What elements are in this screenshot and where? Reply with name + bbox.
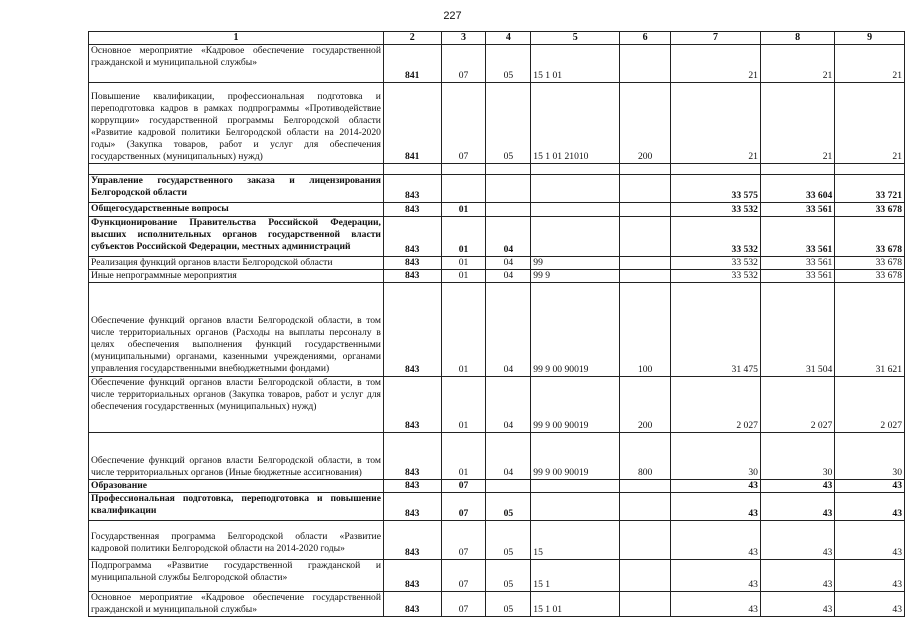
cell-subsection <box>486 203 531 217</box>
cell-amount-year3: 33 721 <box>835 175 905 203</box>
cell-section: 01 <box>441 433 486 480</box>
row-description: Иные непрограммные мероприятия <box>89 270 384 283</box>
cell-ministry: 843 <box>383 217 441 257</box>
header-cell: 7 <box>671 32 761 45</box>
cell-amount-year1: 33 532 <box>671 217 761 257</box>
row-description: Подпрограмма «Развитие государственной гражданской и муниципальной службы Белгородской области» <box>89 560 384 592</box>
cell-amount-year1: 33 575 <box>671 175 761 203</box>
cell-ministry: 843 <box>383 283 441 377</box>
row-description: Управление государственного заказа и лицензирования Белгородской области <box>89 175 384 203</box>
cell-subsection: 05 <box>486 493 531 521</box>
cell-ministry: 843 <box>383 175 441 203</box>
cell-expense-type <box>620 217 671 257</box>
cell-amount-year3: 43 <box>835 480 905 493</box>
cell-target-article: 99 9 00 90019 <box>531 283 620 377</box>
cell-expense-type <box>620 493 671 521</box>
cell-section: 07 <box>441 592 486 617</box>
cell-expense-type <box>620 521 671 560</box>
cell-ministry: 843 <box>383 592 441 617</box>
cell-expense-type <box>620 560 671 592</box>
cell-subsection: 04 <box>486 270 531 283</box>
cell-section: 07 <box>441 480 486 493</box>
cell-target-article: 15 1 <box>531 560 620 592</box>
cell-expense-type <box>620 203 671 217</box>
cell-section: 01 <box>441 283 486 377</box>
cell-target-article: 99 9 00 90019 <box>531 433 620 480</box>
table-row <box>89 257 905 270</box>
cell-section <box>441 175 486 203</box>
table-row <box>89 521 905 560</box>
spacer-cell <box>383 164 441 175</box>
row-description: Обеспечение функций органов власти Белгородской области, в том числе территориальных органов (Расходы на выплаты персоналу в целях обеспечения выполнения функций государственными (муниципальными) органами, казенными учреждениями, органами управления государственными внебюджетными фондами) <box>89 283 384 377</box>
cell-target-article: 99 9 00 90019 <box>531 377 620 433</box>
cell-target-article: 15 1 01 <box>531 592 620 617</box>
cell-amount-year1: 2 027 <box>671 377 761 433</box>
cell-section: 07 <box>441 560 486 592</box>
cell-amount-year2: 21 <box>760 83 834 164</box>
cell-target-article: 15 <box>531 521 620 560</box>
spacer-row <box>89 164 905 175</box>
row-description: Обеспечение функций органов власти Белгородской области, в том числе территориальных органов (Закупка товаров, работ и услуг для обеспечения государственных (муниципальных) нужд) <box>89 377 384 433</box>
cell-section: 07 <box>441 83 486 164</box>
cell-target-article: 15 1 01 21010 <box>531 83 620 164</box>
cell-section: 01 <box>441 203 486 217</box>
cell-expense-type <box>620 45 671 83</box>
row-description: Функционирование Правительства Российской Федерации, высших исполнительных органов государственной власти субъектов Российской Федерации, местных администраций <box>89 217 384 257</box>
cell-target-article: 99 9 <box>531 270 620 283</box>
header-cell: 1 <box>89 32 384 45</box>
cell-amount-year1: 30 <box>671 433 761 480</box>
table-row <box>89 493 905 521</box>
header-row <box>89 32 905 45</box>
budget-table <box>88 31 905 617</box>
row-description: Образование <box>89 480 384 493</box>
cell-amount-year3: 21 <box>835 45 905 83</box>
cell-subsection: 05 <box>486 560 531 592</box>
cell-amount-year2: 30 <box>760 433 834 480</box>
header-cell: 2 <box>383 32 441 45</box>
row-description: Реализация функций органов власти Белгородской области <box>89 257 384 270</box>
spacer-cell <box>620 164 671 175</box>
cell-amount-year3: 31 621 <box>835 283 905 377</box>
cell-expense-type: 200 <box>620 377 671 433</box>
cell-expense-type <box>620 175 671 203</box>
header-cell: 8 <box>760 32 834 45</box>
cell-expense-type <box>620 480 671 493</box>
cell-amount-year1: 33 532 <box>671 203 761 217</box>
spacer-cell <box>486 164 531 175</box>
cell-amount-year3: 43 <box>835 592 905 617</box>
cell-target-article: 99 <box>531 257 620 270</box>
cell-amount-year3: 43 <box>835 521 905 560</box>
cell-amount-year3: 21 <box>835 83 905 164</box>
cell-ministry: 843 <box>383 493 441 521</box>
cell-section: 07 <box>441 493 486 521</box>
cell-target-article <box>531 217 620 257</box>
cell-expense-type: 100 <box>620 283 671 377</box>
cell-amount-year1: 43 <box>671 560 761 592</box>
cell-amount-year2: 31 504 <box>760 283 834 377</box>
cell-amount-year3: 33 678 <box>835 203 905 217</box>
cell-amount-year2: 33 561 <box>760 217 834 257</box>
cell-amount-year3: 2 027 <box>835 377 905 433</box>
row-description: Основное мероприятие «Кадровое обеспечение государственной гражданской и муниципальной службы» <box>89 592 384 617</box>
table-row <box>89 270 905 283</box>
cell-amount-year3: 33 678 <box>835 257 905 270</box>
cell-expense-type: 200 <box>620 83 671 164</box>
table-row <box>89 203 905 217</box>
cell-subsection: 04 <box>486 377 531 433</box>
cell-section: 07 <box>441 45 486 83</box>
table-row <box>89 45 905 83</box>
cell-target-article <box>531 493 620 521</box>
cell-ministry: 843 <box>383 433 441 480</box>
cell-expense-type <box>620 257 671 270</box>
cell-target-article <box>531 480 620 493</box>
cell-amount-year2: 43 <box>760 480 834 493</box>
table-row <box>89 592 905 617</box>
header-cell: 6 <box>620 32 671 45</box>
cell-amount-year2: 43 <box>760 493 834 521</box>
cell-amount-year1: 43 <box>671 592 761 617</box>
cell-subsection: 04 <box>486 257 531 270</box>
cell-target-article: 15 1 01 <box>531 45 620 83</box>
cell-amount-year1: 33 532 <box>671 270 761 283</box>
table-row <box>89 83 905 164</box>
table-row <box>89 283 905 377</box>
table-row <box>89 217 905 257</box>
row-description: Основное мероприятие «Кадровое обеспечение государственной гражданской и муниципальной службы» <box>89 45 384 83</box>
cell-ministry: 843 <box>383 257 441 270</box>
cell-amount-year3: 30 <box>835 433 905 480</box>
cell-subsection <box>486 175 531 203</box>
cell-amount-year2: 21 <box>760 45 834 83</box>
spacer-cell <box>760 164 834 175</box>
cell-amount-year1: 43 <box>671 493 761 521</box>
row-description: Государственная программа Белгородской области «Развитие кадровой политики Белгородской области на 2014-2020 годы» <box>89 521 384 560</box>
cell-amount-year1: 21 <box>671 45 761 83</box>
cell-subsection <box>486 480 531 493</box>
cell-amount-year3: 43 <box>835 560 905 592</box>
cell-ministry: 843 <box>383 521 441 560</box>
cell-ministry: 843 <box>383 480 441 493</box>
cell-ministry: 843 <box>383 560 441 592</box>
cell-section: 07 <box>441 521 486 560</box>
cell-amount-year2: 43 <box>760 521 834 560</box>
header-cell: 3 <box>441 32 486 45</box>
row-description: Профессиональная подготовка, переподготовка и повышение квалификации <box>89 493 384 521</box>
cell-amount-year1: 21 <box>671 83 761 164</box>
row-description: Обеспечение функций органов власти Белгородской области, в том числе территориальных органов (Иные бюджетные ассигнования) <box>89 433 384 480</box>
cell-amount-year3: 33 678 <box>835 217 905 257</box>
cell-subsection: 04 <box>486 433 531 480</box>
cell-target-article <box>531 203 620 217</box>
cell-section: 01 <box>441 257 486 270</box>
cell-amount-year2: 33 604 <box>760 175 834 203</box>
row-description: Общегосударственные вопросы <box>89 203 384 217</box>
spacer-cell <box>89 164 384 175</box>
table-row <box>89 560 905 592</box>
cell-ministry: 843 <box>383 270 441 283</box>
cell-amount-year3: 33 678 <box>835 270 905 283</box>
cell-ministry: 841 <box>383 83 441 164</box>
cell-subsection: 05 <box>486 83 531 164</box>
cell-section: 01 <box>441 377 486 433</box>
cell-ministry: 841 <box>383 45 441 83</box>
cell-target-article <box>531 175 620 203</box>
cell-expense-type <box>620 270 671 283</box>
header-cell: 5 <box>531 32 620 45</box>
cell-section: 01 <box>441 217 486 257</box>
row-description: Повышение квалификации, профессиональная подготовка и переподготовка кадров в рамках подпрограммы «Противодействие коррупции» государственной программы Белгородской области «Развитие кадровой политики Белгородской области на 2014-2020 годы» (Закупка товаров, работ и услуг для обеспечения государственных (муниципальных) нужд) <box>89 83 384 164</box>
page-number: 227 <box>443 10 462 22</box>
spacer-cell <box>835 164 905 175</box>
cell-subsection: 04 <box>486 283 531 377</box>
spacer-cell <box>441 164 486 175</box>
cell-amount-year2: 33 561 <box>760 257 834 270</box>
cell-expense-type: 800 <box>620 433 671 480</box>
table-row <box>89 433 905 480</box>
cell-subsection: 05 <box>486 45 531 83</box>
header-cell: 4 <box>486 32 531 45</box>
cell-ministry: 843 <box>383 377 441 433</box>
cell-amount-year2: 43 <box>760 560 834 592</box>
cell-amount-year3: 43 <box>835 493 905 521</box>
cell-amount-year1: 33 532 <box>671 257 761 270</box>
cell-subsection: 04 <box>486 217 531 257</box>
cell-expense-type <box>620 592 671 617</box>
cell-section: 01 <box>441 270 486 283</box>
cell-amount-year2: 43 <box>760 592 834 617</box>
table-row <box>89 175 905 203</box>
header-cell: 9 <box>835 32 905 45</box>
cell-amount-year2: 33 561 <box>760 203 834 217</box>
cell-ministry: 843 <box>383 203 441 217</box>
cell-amount-year1: 43 <box>671 521 761 560</box>
cell-amount-year1: 31 475 <box>671 283 761 377</box>
cell-amount-year2: 33 561 <box>760 270 834 283</box>
cell-subsection: 05 <box>486 521 531 560</box>
table-row <box>89 377 905 433</box>
spacer-cell <box>671 164 761 175</box>
cell-amount-year2: 2 027 <box>760 377 834 433</box>
cell-amount-year1: 43 <box>671 480 761 493</box>
table-row <box>89 480 905 493</box>
cell-subsection: 05 <box>486 592 531 617</box>
spacer-cell <box>531 164 620 175</box>
